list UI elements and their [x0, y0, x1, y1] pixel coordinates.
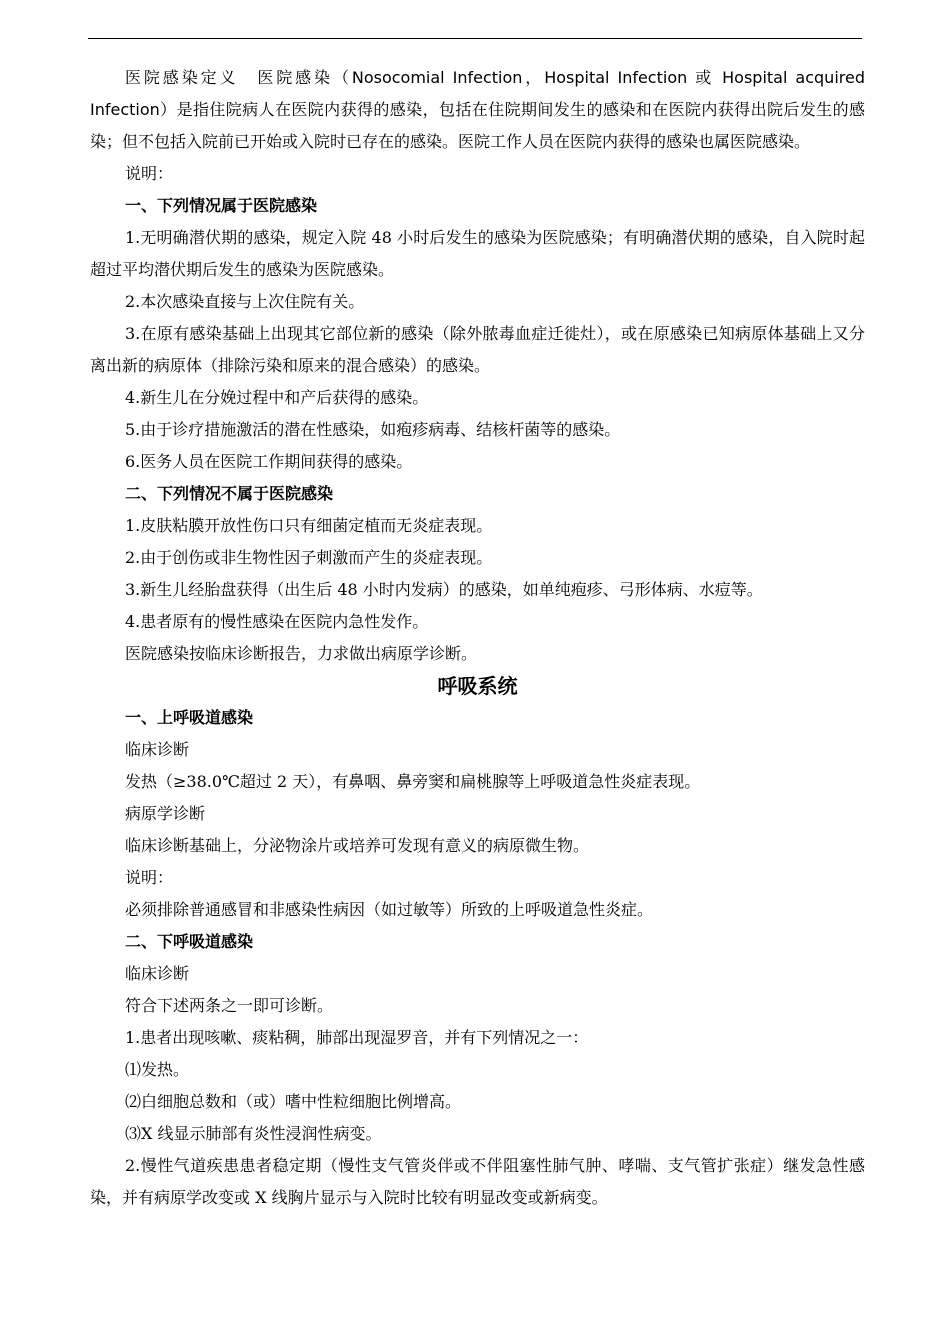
upper-pathogen-text: 临床诊断基础上，分泌物涂片或培养可发现有意义的病原微生物。 — [125, 836, 590, 855]
lower-criteria-intro: 符合下述两条之一即可诊断。 — [125, 996, 334, 1015]
upper-note-label: 说明： — [125, 868, 174, 887]
upper-pathogen-label: 病原学诊断 — [125, 804, 206, 823]
note-label: 说明： — [125, 164, 174, 183]
section1-item: 2.本次感染直接与上次住院有关。 — [125, 292, 365, 311]
section2-item: 4.患者原有的慢性感染在医院内急性发作。 — [125, 612, 429, 631]
header-rule — [88, 38, 862, 39]
upper-clinical-text: 发热（≥38.0℃超过 2 天），有鼻咽、鼻旁窦和扁桃腺等上呼吸道急性炎症表现。 — [125, 772, 701, 791]
section2-item: 3.新生儿经胎盘获得（出生后 48 小时内发病）的感染，如单纯疱疹、弓形体病、水痘等。 — [125, 580, 763, 599]
lower-sub-item: ⑵白细胞总数和（或）嗜中性粒细胞比例增高。 — [125, 1092, 462, 1111]
section2-item: 1.皮肤粘膜开放性伤口只有细菌定植而无炎症表现。 — [125, 516, 493, 535]
document-body — [90, 62, 865, 1214]
lower-item-1: 1.患者出现咳嗽、痰粘稠，肺部出现湿罗音，并有下列情况之一： — [125, 1028, 589, 1047]
lower-respiratory-heading: 二、下呼吸道感染 — [125, 932, 254, 951]
lower-clinical-label: 临床诊断 — [125, 964, 190, 983]
lower-sub-item: ⑴发热。 — [125, 1060, 190, 1079]
upper-clinical-label: 临床诊断 — [125, 740, 190, 759]
section2-closing: 医院感染按临床诊断报告，力求做出病原学诊断。 — [125, 644, 478, 663]
respiratory-title: 呼吸系统 — [437, 674, 518, 698]
section1-item: 3.在原有感染基础上出现其它部位新的感染（除外脓毒血症迁徙灶），或在原感染已知病原体基础上又分离出新的病原体（排除污染和原来的混合感染）的感染。 — [90, 324, 865, 375]
upper-respiratory-heading: 一、上呼吸道感染 — [125, 708, 254, 727]
lower-item-2: 2.慢性气道疾患患者稳定期（慢性支气管炎伴或不伴阻塞性肺气肿、哮喘、支气管扩张症）继发急性感染，并有病原学改变或 X 线胸片显示与入院时比较有明显改变或新病变。 — [90, 1156, 865, 1207]
section2-heading: 二、下列情况不属于医院感染 — [125, 484, 334, 503]
section1-item: 6.医务人员在医院工作期间获得的感染。 — [125, 452, 413, 471]
upper-note-text: 必须排除普通感冒和非感染性病因（如过敏等）所致的上呼吸道急性炎症。 — [125, 900, 654, 919]
definition-paragraph: 医院感染定义 医院感染（Nosocomial Infection，Hospital Infection 或 Hospital acquired Infection）是指住院病人在医院内获得的感染，包括在住院期间发生的感染和在医院内获得出院后发生的感染；但不包括入院前已开始或入院时已存在的感染。医院工作人员在医院内获得的感染也属医院感染。 — [90, 68, 865, 151]
section2-item: 2.由于创伤或非生物性因子刺激而产生的炎症表现。 — [125, 548, 493, 567]
section1-item: 4.新生儿在分娩过程中和产后获得的感染。 — [125, 388, 429, 407]
section1-item: 1.无明确潜伏期的感染，规定入院 48 小时后发生的感染为医院感染；有明确潜伏期的感染，自入院时起超过平均潜伏期后发生的感染为医院感染。 — [90, 228, 865, 279]
lower-sub-item: ⑶X 线显示肺部有炎性浸润性病变。 — [125, 1124, 382, 1143]
section1-heading: 一、下列情况属于医院感染 — [125, 196, 318, 215]
section1-item: 5.由于诊疗措施激活的潜在性感染，如疱疹病毒、结核杆菌等的感染。 — [125, 420, 621, 439]
